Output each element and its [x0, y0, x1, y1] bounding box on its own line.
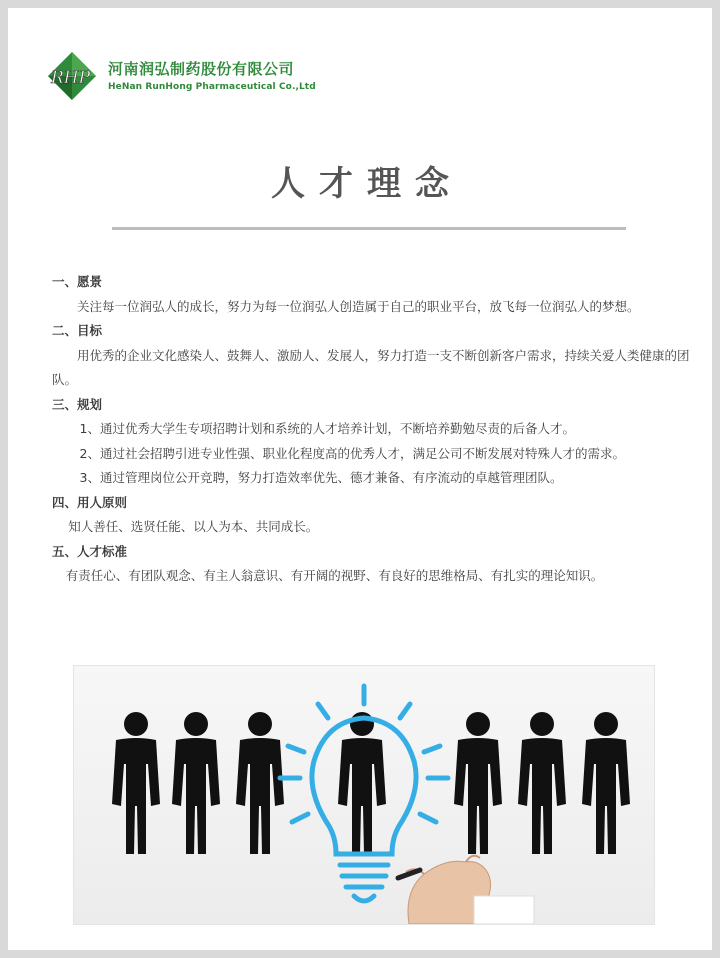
section-paragraph: 2、通过社会招聘引进专业性强、职业化程度高的优秀人才，满足公司不断发展对特殊人才的需求。 [79, 445, 625, 461]
title-divider [112, 227, 626, 230]
section-heading: 一、愿景 [52, 274, 103, 289]
document-page [8, 8, 712, 950]
company-logo [46, 50, 98, 102]
section-paragraph: 知人善任、选贤任能、以人为本、共同成长。 [68, 519, 319, 534]
section-heading: 二、目标 [52, 323, 103, 338]
article-body [52, 270, 702, 589]
section-paragraph: 3、通过管理岗位公开竞聘，努力打造效率优先、德才兼备、有序流动的卓越管理团队。 [79, 470, 563, 485]
talent-concept-illustration [74, 666, 654, 924]
company-name-en: HeNan RunHong Pharmaceutical Co.,Ltd [108, 82, 316, 92]
section-paragraph: 1、通过优秀大学生专项招聘计划和系统的人才培养计划，不断培养勤勉尽责的后备人才。 [79, 421, 575, 436]
section-heading: 四、用人原则 [52, 494, 128, 510]
section-paragraph: 用优秀的企业文化感染人、鼓舞人、激励人、发展人，努力打造一支不断创新客户需求，持续关爱人类健康的团队。 [52, 347, 690, 387]
section-paragraph: 关注每一位润弘人的成长，努力为每一位润弘人创造属于自己的职业平台，放飞每一位润弘人的梦想。 [77, 298, 640, 314]
section-heading: 三、规划 [52, 396, 103, 412]
logo-letters: RHP [51, 68, 91, 88]
page-title: 人才理念 [271, 164, 463, 204]
company-name-cn: 河南润弘制药股份有限公司 [108, 60, 295, 78]
section-paragraph: 有责任心、有团队观念、有主人翁意识、有开阔的视野、有良好的思维格局、有扎实的理论知识。 [65, 568, 604, 583]
section-heading: 五、人才标准 [52, 543, 128, 559]
